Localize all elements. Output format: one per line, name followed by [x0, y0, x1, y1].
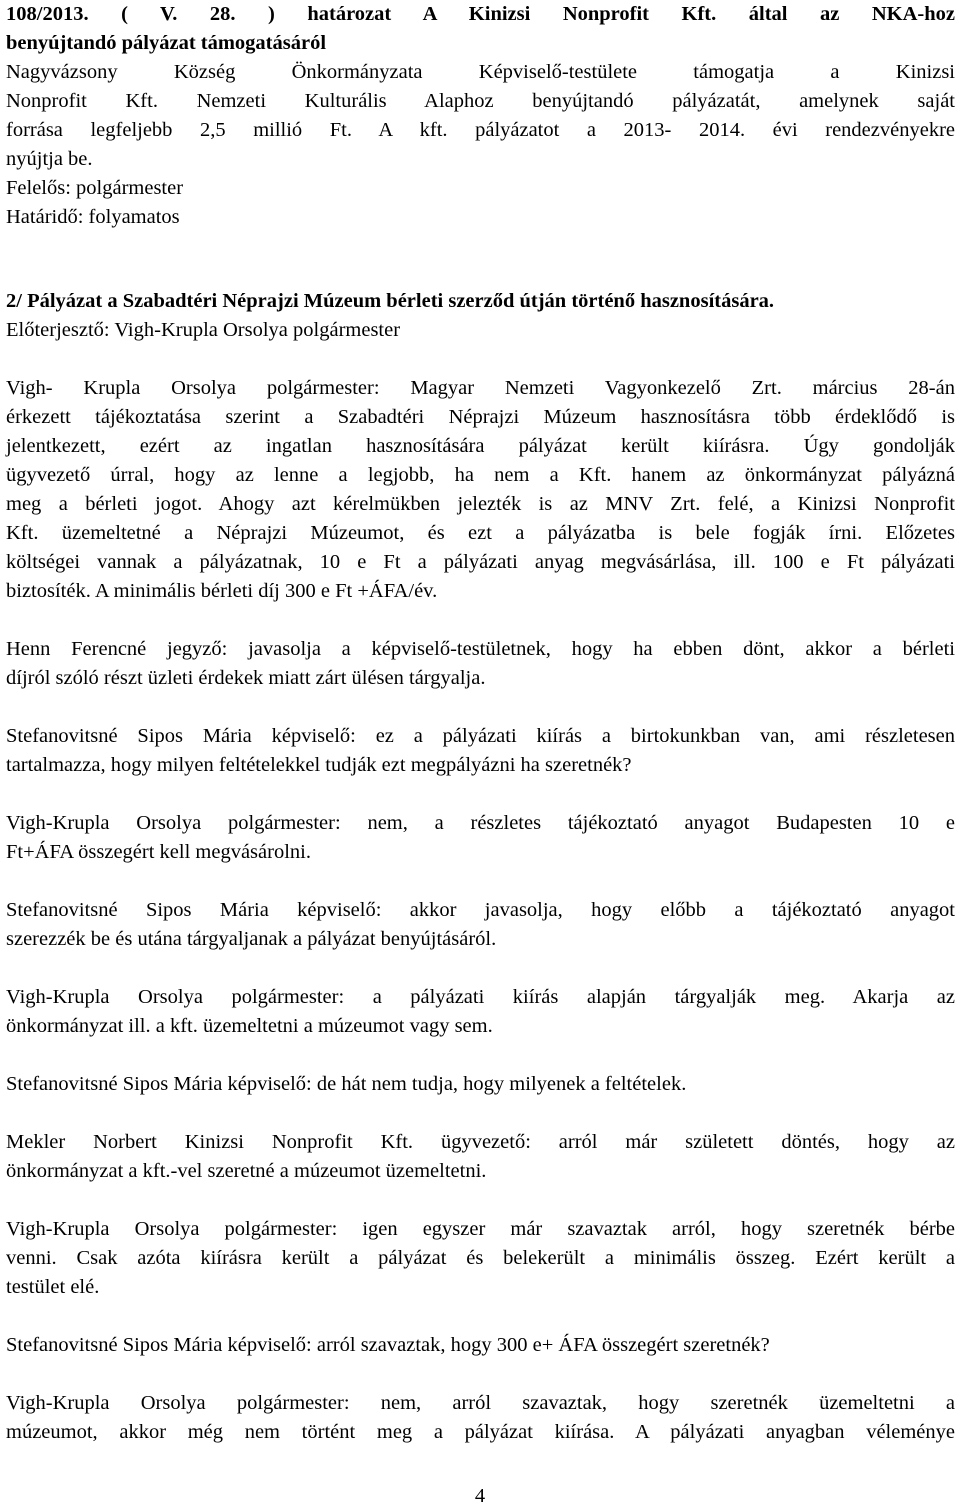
resolution-body — [6, 58, 955, 232]
deadline-line: Határidő: folyamatos — [6, 206, 180, 228]
paragraph-line: önkormányzat a kft.-vel szeretné a múzeumot üzemeltetni. — [6, 1160, 487, 1182]
minutes-paragraph — [6, 983, 955, 1041]
paragraph-line: Vigh-Krupla Orsolya polgármester: nem, arról szavaztak, hogy szeretnék üzemeltetni a — [6, 1392, 955, 1414]
paragraph-line: Vigh-Krupla Orsolya polgármester: igen egyszer már szavaztak arról, hogy szeretnék bérbe — [6, 1218, 955, 1240]
agenda-item-presenter: Előterjesztő: Vigh-Krupla Orsolya polgármester — [6, 319, 401, 341]
paragraph-line: önkormányzat ill. a kft. üzemeltetni a múzeumot vagy sem. — [6, 1015, 493, 1037]
resolution-title-line: 108/2013. ( V. 28. ) határozat A Kinizsi Nonprofit Kft. által az NKA-hoz — [6, 3, 955, 25]
minutes-paragraph — [6, 809, 955, 867]
paragraph-line: biztosíték. A minimális bérleti díj 300 e Ft +ÁFA/év. — [6, 580, 438, 602]
minutes-paragraph — [6, 1331, 955, 1360]
paragraph-line: testület elé. — [6, 1276, 100, 1298]
minutes-paragraph — [6, 635, 955, 693]
responsible-line: Felelős: polgármester — [6, 177, 184, 199]
paragraph-line: Vigh-Krupla Orsolya polgármester: nem, a részletes tájékoztató anyagot Budapesten 10 e — [6, 812, 955, 834]
paragraph-line: Stefanovitsné Sipos Mária képviselő: de hát nem tudja, hogy milyenek a feltételek. — [6, 1073, 687, 1095]
paragraph-line: díjról szóló részt üzleti érdekek miatt zárt ülésen tárgyalja. — [6, 667, 486, 689]
paragraph-line: Stefanovitsné Sipos Mária képviselő: akkor javasolja, hogy előbb a tájékoztató anyagot — [6, 899, 955, 921]
paragraph-line: költségei vannak a pályázatnak, 10 e Ft a pályázati anyag megvásárlása, ill. 100 e Ft pályázati — [6, 551, 955, 573]
paragraph-line: meg a bérleti jogot. Ahogy azt kérelmükben jelezték is az MNV Zrt. felé, a Kinizsi Nonprofit — [6, 493, 955, 515]
agenda-item — [6, 287, 955, 345]
resolution-body-line: Nonprofit Kft. Nemzeti Kulturális Alaphoz benyújtandó pályázatát, amelynek saját — [6, 90, 955, 112]
paragraph-line: Vigh-Krupla Orsolya polgármester: a pályázati kiírás alapján tárgyalják meg. Akarja az — [6, 986, 955, 1008]
paragraph-line: Henn Ferencné jegyző: javasolja a képviselő-testületnek, hogy ha ebben dönt, akkor a bérleti — [6, 638, 955, 660]
resolution-body-line: nyújtja be. — [6, 148, 93, 170]
paragraph-line: Ft+ÁFA összegért kell megvásárolni. — [6, 841, 311, 863]
resolution-body-line: Nagyvázsony Község Önkormányzata Képviselő-testülete támogatja a Kinizsi — [6, 61, 955, 83]
minutes-paragraph — [6, 722, 955, 780]
minutes-paragraph — [6, 896, 955, 954]
paragraph-line: jelentkezett, ezért az ingatlan hasznosítására pályázat került kiírásra. Úgy gondolják — [6, 435, 955, 457]
paragraph-line: Stefanovitsné Sipos Mária képviselő: ez a pályázati kiírás a birtokunkban van, ami részletesen — [6, 725, 955, 747]
paragraph-line: venni. Csak azóta kiírásra került a pályázat és belekerült a minimális összeg. Ezért került a — [6, 1247, 955, 1269]
paragraph-line: Mekler Norbert Kinizsi Nonprofit Kft. ügyvezető: arról már született döntés, hogy az — [6, 1131, 955, 1153]
minutes-paragraph — [6, 1215, 955, 1302]
paragraph-line: érkezett tájékoztatása szerint a Szabadtéri Néprajzi Múzeum hasznosításra több érdeklődő is — [6, 406, 955, 428]
minutes-paragraph — [6, 374, 955, 606]
paragraph-line: tartalmazza, hogy milyen feltételekkel tudják ezt megpályázni ha szeretnék? — [6, 754, 632, 776]
minutes-paragraph — [6, 1389, 955, 1447]
paragraph-line: múzeumot, akkor még nem történt meg a pályázat kiírása. A pályázati anyagban véleménye — [6, 1421, 955, 1443]
paragraph-line: Kft. üzemeltetné a Néprajzi Múzeumot, és ezt a pályázatba is bele fogják írni. Előzetes — [6, 522, 955, 544]
paragraph-line: szerezzék be és utána tárgyaljanak a pályázat benyújtásáról. — [6, 928, 497, 950]
paragraph-line: Stefanovitsné Sipos Mária képviselő: arról szavaztak, hogy 300 e+ ÁFA összegért szeretnék? — [6, 1334, 770, 1356]
minutes-paragraph — [6, 1128, 955, 1186]
agenda-item-title: 2/ Pályázat a Szabadtéri Néprajzi Múzeum bérleti szerződ útján történő hasznosítására. — [6, 290, 775, 312]
resolution-title — [6, 0, 955, 58]
paragraph-line: ügyvezető úrral, hogy az lenne a legjobb, ha nem a Kft. hanem az önkormányzat pályázná — [6, 464, 955, 486]
resolution-title-line: benyújtandó pályázat támogatásáról — [6, 32, 327, 54]
minutes-paragraph — [6, 1070, 955, 1099]
paragraph-line: Vigh- Krupla Orsolya polgármester: Magyar Nemzeti Vagyonkezelő Zrt. március 28-án — [6, 377, 955, 399]
resolution-body-line: forrása legfeljebb 2,5 millió Ft. A kft. pályázatot a 2013- 2014. évi rendezvényekre — [6, 119, 955, 141]
page-number: 4 — [474, 1485, 486, 1507]
